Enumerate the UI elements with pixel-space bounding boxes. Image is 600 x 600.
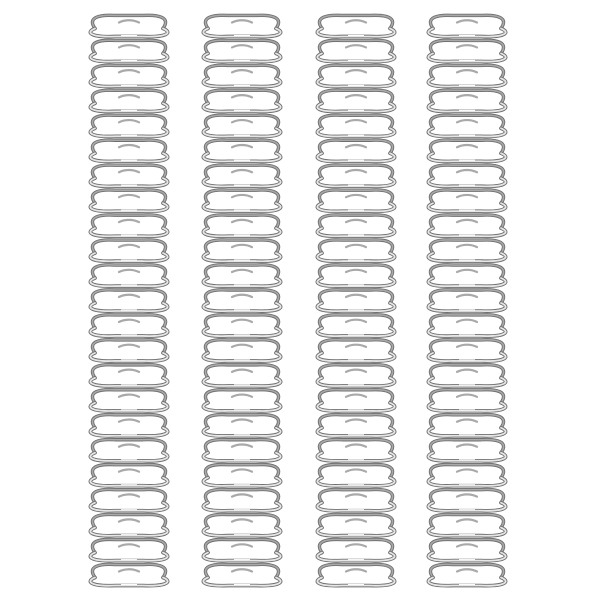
wire-back-arc xyxy=(205,215,278,228)
wire-inner-hook xyxy=(457,45,477,47)
wire-loop xyxy=(317,315,394,336)
wire-inner-hook xyxy=(457,270,477,272)
wire-inner-hook xyxy=(232,170,252,172)
wire-loop xyxy=(428,365,505,386)
wire-inner-hook xyxy=(232,145,252,147)
wire-loop xyxy=(90,564,167,585)
wire-loop xyxy=(428,290,505,311)
wire-inner-hook xyxy=(457,345,477,347)
wire-loop xyxy=(317,190,394,211)
wire-loop xyxy=(428,190,505,211)
wire-inner-hook xyxy=(119,120,139,122)
wire-inner-hook xyxy=(232,270,252,272)
wire-inner-hook xyxy=(232,195,252,197)
wire-loop xyxy=(317,415,394,436)
wire-loop xyxy=(203,215,280,236)
wire-inner-hook xyxy=(346,420,366,422)
wire-loop xyxy=(203,489,280,510)
wire-back-arc xyxy=(205,190,278,203)
wire-back-arc xyxy=(430,315,503,328)
wire-loop xyxy=(90,265,167,286)
wire-back-arc xyxy=(205,539,278,552)
wire-loop xyxy=(428,165,505,186)
binding-spine xyxy=(428,15,505,585)
wire-loop xyxy=(90,290,167,311)
wire-inner-hook xyxy=(232,20,252,22)
wire-back-arc xyxy=(92,365,165,378)
wire-back-arc xyxy=(319,40,392,53)
wire-loop xyxy=(203,564,280,585)
wire-inner-hook xyxy=(346,519,366,521)
wire-back-arc xyxy=(92,514,165,527)
wire-loop xyxy=(428,564,505,585)
wire-back-arc xyxy=(430,365,503,378)
wire-loop xyxy=(90,440,167,461)
wire-loop xyxy=(317,40,394,61)
wire-loop xyxy=(428,465,505,486)
wire-inner-hook xyxy=(346,145,366,147)
wire-inner-hook xyxy=(346,270,366,272)
wire-back-arc xyxy=(430,539,503,552)
wire-inner-hook xyxy=(232,469,252,471)
wire-back-arc xyxy=(319,115,392,128)
wire-back-arc xyxy=(205,15,278,28)
wire-loop xyxy=(428,65,505,86)
wire-loop xyxy=(428,539,505,560)
wire-loop xyxy=(317,489,394,510)
wire-inner-hook xyxy=(232,444,252,446)
wire-back-arc xyxy=(92,165,165,178)
wire-loop xyxy=(428,390,505,411)
wire-back-arc xyxy=(430,465,503,478)
wire-loop xyxy=(317,440,394,461)
wire-back-arc xyxy=(319,415,392,428)
wire-back-arc xyxy=(205,415,278,428)
wire-inner-hook xyxy=(232,569,252,571)
wire-back-arc xyxy=(205,265,278,278)
wire-inner-hook xyxy=(119,95,139,97)
wire-loop xyxy=(317,564,394,585)
wire-inner-hook xyxy=(346,320,366,322)
wire-loop xyxy=(203,514,280,535)
wire-loop xyxy=(203,390,280,411)
wire-loop xyxy=(203,290,280,311)
wire-back-arc xyxy=(205,465,278,478)
wire-back-arc xyxy=(319,140,392,153)
wire-inner-hook xyxy=(119,145,139,147)
wire-loop xyxy=(428,440,505,461)
wire-back-arc xyxy=(430,90,503,103)
wire-inner-hook xyxy=(119,170,139,172)
wire-loop xyxy=(90,539,167,560)
wire-inner-hook xyxy=(119,544,139,546)
wire-back-arc xyxy=(430,440,503,453)
wire-back-arc xyxy=(205,365,278,378)
wire-inner-hook xyxy=(346,395,366,397)
wire-inner-hook xyxy=(232,245,252,247)
wire-inner-hook xyxy=(457,170,477,172)
wire-inner-hook xyxy=(119,370,139,372)
wire-inner-hook xyxy=(119,519,139,521)
wire-inner-hook xyxy=(232,519,252,521)
wire-back-arc xyxy=(319,65,392,78)
wire-back-arc xyxy=(430,165,503,178)
wire-back-arc xyxy=(92,90,165,103)
wire-inner-hook xyxy=(346,20,366,22)
wire-inner-hook xyxy=(119,220,139,222)
wire-loop xyxy=(90,240,167,261)
wire-inner-hook xyxy=(346,469,366,471)
wire-inner-hook xyxy=(346,494,366,496)
wire-back-arc xyxy=(430,415,503,428)
wire-back-arc xyxy=(319,90,392,103)
wire-inner-hook xyxy=(346,95,366,97)
wire-loop xyxy=(203,40,280,61)
wire-inner-hook xyxy=(232,345,252,347)
wire-inner-hook xyxy=(119,420,139,422)
wire-loop xyxy=(317,90,394,111)
wire-back-arc xyxy=(319,564,392,577)
wire-inner-hook xyxy=(457,420,477,422)
wire-inner-hook xyxy=(457,519,477,521)
wire-back-arc xyxy=(92,115,165,128)
wire-back-arc xyxy=(92,15,165,28)
wire-inner-hook xyxy=(457,70,477,72)
wire-loop xyxy=(428,489,505,510)
wire-back-arc xyxy=(205,40,278,53)
wire-inner-hook xyxy=(119,295,139,297)
wire-back-arc xyxy=(430,340,503,353)
wire-loop xyxy=(317,265,394,286)
wire-inner-hook xyxy=(232,320,252,322)
wire-back-arc xyxy=(319,340,392,353)
wire-back-arc xyxy=(92,240,165,253)
wire-back-arc xyxy=(92,390,165,403)
wire-back-arc xyxy=(92,489,165,502)
wire-loop xyxy=(317,340,394,361)
wire-back-arc xyxy=(205,90,278,103)
wire-loop xyxy=(317,465,394,486)
wire-back-arc xyxy=(92,539,165,552)
wire-back-arc xyxy=(205,165,278,178)
wire-inner-hook xyxy=(457,444,477,446)
wire-loop xyxy=(203,90,280,111)
wire-inner-hook xyxy=(119,20,139,22)
wire-back-arc xyxy=(92,65,165,78)
wire-loop xyxy=(317,165,394,186)
wire-back-arc xyxy=(430,215,503,228)
wire-inner-hook xyxy=(232,45,252,47)
wire-loop xyxy=(317,514,394,535)
wire-loop xyxy=(90,140,167,161)
wire-inner-hook xyxy=(346,295,366,297)
wire-loop xyxy=(90,465,167,486)
wire-loop xyxy=(203,140,280,161)
wire-loop xyxy=(90,390,167,411)
wire-back-arc xyxy=(319,265,392,278)
wire-loop xyxy=(317,215,394,236)
wire-loop xyxy=(317,65,394,86)
wire-loop xyxy=(90,340,167,361)
wire-inner-hook xyxy=(232,220,252,222)
wire-loop xyxy=(90,115,167,136)
wire-back-arc xyxy=(205,115,278,128)
binding-spine xyxy=(203,15,280,585)
wire-loop xyxy=(428,215,505,236)
wire-inner-hook xyxy=(457,370,477,372)
wire-inner-hook xyxy=(232,494,252,496)
wire-back-arc xyxy=(205,440,278,453)
wire-back-arc xyxy=(319,315,392,328)
wire-back-arc xyxy=(319,365,392,378)
wire-back-arc xyxy=(205,489,278,502)
wire-inner-hook xyxy=(346,220,366,222)
wire-loop xyxy=(203,240,280,261)
wire-back-arc xyxy=(205,290,278,303)
wire-back-arc xyxy=(430,65,503,78)
wire-inner-hook xyxy=(119,270,139,272)
wire-back-arc xyxy=(319,190,392,203)
wire-loop xyxy=(203,165,280,186)
wire-inner-hook xyxy=(457,195,477,197)
wire-back-arc xyxy=(205,564,278,577)
wire-back-arc xyxy=(92,40,165,53)
wire-back-arc xyxy=(319,539,392,552)
wire-inner-hook xyxy=(232,420,252,422)
wire-loop xyxy=(428,90,505,111)
wire-loop xyxy=(203,190,280,211)
wire-inner-hook xyxy=(457,20,477,22)
wire-loop xyxy=(90,215,167,236)
wire-inner-hook xyxy=(232,120,252,122)
wire-loop xyxy=(203,115,280,136)
wire-loop xyxy=(90,365,167,386)
wire-inner-hook xyxy=(457,320,477,322)
wire-inner-hook xyxy=(232,395,252,397)
wire-back-arc xyxy=(430,40,503,53)
wire-back-arc xyxy=(92,140,165,153)
wire-loop xyxy=(90,489,167,510)
wire-inner-hook xyxy=(457,95,477,97)
wire-loop xyxy=(317,115,394,136)
wire-loop xyxy=(203,65,280,86)
wire-loop xyxy=(90,165,167,186)
wire-loop xyxy=(317,390,394,411)
binding-spine xyxy=(90,15,167,585)
wire-loop xyxy=(203,265,280,286)
wire-inner-hook xyxy=(346,569,366,571)
wire-loop xyxy=(428,514,505,535)
wire-inner-hook xyxy=(457,395,477,397)
wire-loop xyxy=(203,415,280,436)
wire-loop xyxy=(203,365,280,386)
wire-loop xyxy=(428,40,505,61)
wire-inner-hook xyxy=(457,120,477,122)
wire-back-arc xyxy=(92,315,165,328)
wire-back-arc xyxy=(92,465,165,478)
wire-inner-hook xyxy=(119,469,139,471)
wire-back-arc xyxy=(319,514,392,527)
wire-inner-hook xyxy=(346,170,366,172)
wire-inner-hook xyxy=(346,45,366,47)
wire-back-arc xyxy=(205,340,278,353)
wire-back-arc xyxy=(319,465,392,478)
wire-inner-hook xyxy=(119,70,139,72)
wire-loop xyxy=(317,15,394,36)
wire-back-arc xyxy=(92,290,165,303)
wire-back-arc xyxy=(205,140,278,153)
wire-inner-hook xyxy=(119,395,139,397)
wire-back-arc xyxy=(319,440,392,453)
wire-loop xyxy=(90,190,167,211)
wire-inner-hook xyxy=(119,569,139,571)
wire-loop xyxy=(428,115,505,136)
wire-back-arc xyxy=(430,514,503,527)
wire-back-arc xyxy=(92,340,165,353)
wire-loop xyxy=(428,415,505,436)
wire-back-arc xyxy=(430,15,503,28)
wire-back-arc xyxy=(319,240,392,253)
wire-back-arc xyxy=(430,140,503,153)
wire-back-arc xyxy=(92,415,165,428)
wire-loop xyxy=(428,15,505,36)
wire-loop xyxy=(428,265,505,286)
wire-inner-hook xyxy=(232,70,252,72)
wire-inner-hook xyxy=(119,195,139,197)
wire-inner-hook xyxy=(457,469,477,471)
wire-inner-hook xyxy=(346,345,366,347)
wire-inner-hook xyxy=(119,494,139,496)
wire-loop xyxy=(203,465,280,486)
wire-loop xyxy=(90,415,167,436)
wire-back-arc xyxy=(92,215,165,228)
wire-inner-hook xyxy=(346,120,366,122)
wire-loop xyxy=(428,240,505,261)
wire-inner-hook xyxy=(119,45,139,47)
wire-loop xyxy=(90,65,167,86)
wire-inner-hook xyxy=(457,245,477,247)
wire-back-arc xyxy=(92,440,165,453)
wire-back-arc xyxy=(430,390,503,403)
wire-inner-hook xyxy=(232,370,252,372)
wire-back-arc xyxy=(430,489,503,502)
wire-inner-hook xyxy=(457,494,477,496)
wire-loop xyxy=(317,539,394,560)
wire-back-arc xyxy=(430,190,503,203)
wire-loop xyxy=(90,40,167,61)
wire-inner-hook xyxy=(346,544,366,546)
wire-loop xyxy=(428,140,505,161)
wire-back-arc xyxy=(92,265,165,278)
wire-inner-hook xyxy=(346,70,366,72)
wire-inner-hook xyxy=(457,544,477,546)
wire-loop xyxy=(203,315,280,336)
wire-loop xyxy=(428,340,505,361)
wire-back-arc xyxy=(92,190,165,203)
wire-back-arc xyxy=(205,65,278,78)
wire-inner-hook xyxy=(346,245,366,247)
wire-back-arc xyxy=(430,290,503,303)
wire-loop xyxy=(90,15,167,36)
wire-back-arc xyxy=(319,165,392,178)
wire-back-arc xyxy=(430,265,503,278)
wire-loop xyxy=(203,539,280,560)
wire-inner-hook xyxy=(232,95,252,97)
wire-inner-hook xyxy=(457,569,477,571)
wire-inner-hook xyxy=(457,220,477,222)
wire-back-arc xyxy=(319,215,392,228)
wire-inner-hook xyxy=(119,444,139,446)
wire-loop xyxy=(90,315,167,336)
wire-inner-hook xyxy=(346,370,366,372)
wire-back-arc xyxy=(319,15,392,28)
wire-back-arc xyxy=(92,564,165,577)
wire-back-arc xyxy=(430,115,503,128)
wire-back-arc xyxy=(205,514,278,527)
wire-back-arc xyxy=(205,315,278,328)
wire-inner-hook xyxy=(346,195,366,197)
wire-inner-hook xyxy=(457,145,477,147)
wire-back-arc xyxy=(319,489,392,502)
wire-inner-hook xyxy=(119,345,139,347)
wire-loop xyxy=(90,90,167,111)
wire-inner-hook xyxy=(457,295,477,297)
wire-inner-hook xyxy=(346,444,366,446)
binding-spine xyxy=(317,15,394,585)
wire-inner-hook xyxy=(232,295,252,297)
wire-back-arc xyxy=(319,390,392,403)
wire-loop xyxy=(428,315,505,336)
wire-loop xyxy=(317,140,394,161)
wire-loop xyxy=(317,365,394,386)
wire-loop xyxy=(90,514,167,535)
wire-back-arc xyxy=(205,390,278,403)
wire-loop xyxy=(203,440,280,461)
wire-inner-hook xyxy=(232,544,252,546)
wire-back-arc xyxy=(430,564,503,577)
wire-loop xyxy=(203,15,280,36)
wire-loop xyxy=(203,340,280,361)
wire-back-arc xyxy=(205,240,278,253)
wire-loop xyxy=(317,290,394,311)
wire-back-arc xyxy=(430,240,503,253)
wire-inner-hook xyxy=(119,245,139,247)
wire-back-arc xyxy=(319,290,392,303)
wire-loop xyxy=(317,240,394,261)
wire-inner-hook xyxy=(119,320,139,322)
